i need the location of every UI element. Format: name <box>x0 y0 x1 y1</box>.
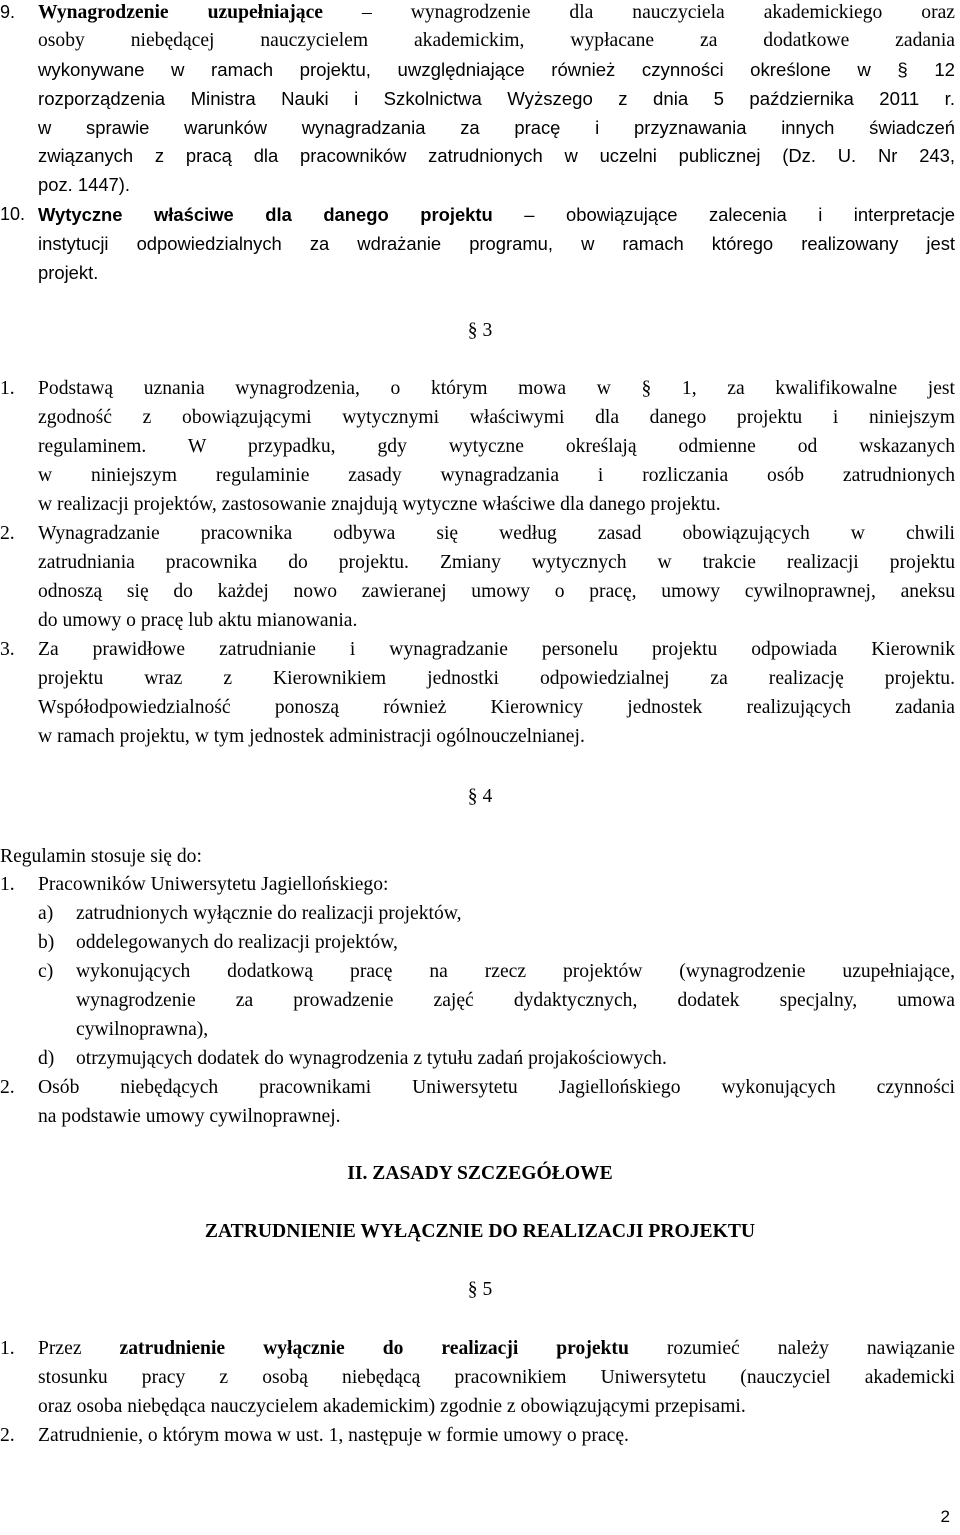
section-mark: § 5 <box>467 1279 493 1300</box>
item-number: 2. <box>0 523 15 544</box>
defined-term: Wynagrodzenie uzupełniające <box>38 2 323 23</box>
subitem-d <box>38 1044 955 1073</box>
item-line: regulaminem. W przypadku, gdy wytyczne określają odmienne od wskazanych <box>38 436 955 457</box>
item-line: poz. 1447). <box>38 174 131 195</box>
section-4-item-1 <box>0 870 955 1080</box>
item-line: w ramach projektu, w tym jednostek administracji ogólnouczelnianej. <box>38 726 585 747</box>
subitem-letter: d) <box>38 1048 55 1069</box>
definition-item-9 <box>0 0 955 200</box>
item-line: Zatrudnienie, o którym mowa w ust. 1, następuje w formie umowy o pracę. <box>38 1425 629 1446</box>
subitem-a <box>38 899 955 928</box>
item-line: zatrudniania pracownika do projektu. Zmiany wytycznych w trakcie realizacji projektu <box>38 552 955 573</box>
item-line: Przez zatrudnienie wyłącznie do realizacji projektu rozumieć należy nawiązanie <box>38 1338 955 1359</box>
item-line: stosunku pracy z osobą niebędącą pracownikiem Uniwersytetu (nauczyciel akademicki <box>38 1367 955 1388</box>
subitem-line: wynagrodzenie za prowadzenie zajęć dydaktycznych, dodatek specjalny, umowa <box>76 990 955 1011</box>
section-intro: Regulamin stosuje się do: <box>0 846 202 867</box>
section-3-item-1 <box>0 374 955 524</box>
item-line: projekt. <box>38 262 99 283</box>
item-line: odnoszą się do każdej nowo zawieranej umowy o pracę, umowy cywilnoprawnej, aneksu <box>38 581 955 602</box>
subitem-line: otrzymujących dodatek do wynagrodzenia z tytułu zadań projakościowych. <box>76 1048 667 1069</box>
chapter-heading: ZATRUDNIENIE WYŁĄCZNIE DO REALIZACJI PROJEKTU <box>204 1221 756 1242</box>
item-line: wykonywane w ramach projektu, uwzględniające również czynności określone w § 12 <box>38 59 955 80</box>
item-line: Wynagradzanie pracownika odbywa się według zasad obowiązujących w chwili <box>38 523 955 544</box>
section-4-item-2 <box>0 1073 955 1133</box>
item-line: oraz osoba niebędąca nauczycielem akademickim) zgodnie z obowiązującymi przepisami. <box>38 1396 746 1417</box>
item-number: 3. <box>0 639 15 660</box>
section-mark: § 4 <box>467 786 493 807</box>
subitem-letter: c) <box>38 961 54 982</box>
item-number: 2. <box>0 1077 15 1098</box>
item-line: osoby niebędącej nauczycielem akademickim, wypłacane za dodatkowe zadania <box>38 30 955 51</box>
item-number: 1. <box>0 378 15 399</box>
item-number: 9. <box>0 2 16 22</box>
item-line: projektu wraz z Kierownikiem jednostki odpowiedzialnej za realizację projektu. <box>38 668 955 689</box>
item-line: rozporządzenia Ministra Nauki i Szkolnictwa Wyższego z dnia 5 października 2011 r. <box>38 88 955 109</box>
section-3-item-2 <box>0 519 955 639</box>
subitem-line: wykonujących dodatkową pracę na rzecz projektów (wynagrodzenie uzupełniające, <box>76 961 955 982</box>
item-line: Wynagrodzenie uzupełniające – wynagrodzenie dla nauczyciela akademickiego oraz <box>38 2 956 23</box>
section-3-item-3 <box>0 635 955 755</box>
item-line: Podstawą uznania wynagrodzenia, o którym mowa w § 1, za kwalifikowalne jest <box>38 378 955 399</box>
page-number: 2 <box>940 1507 950 1526</box>
section-5-item-2 <box>0 1421 955 1451</box>
item-number: 1. <box>0 874 15 895</box>
section-5-item-1 <box>0 1334 955 1424</box>
subitem-line: cywilnoprawna), <box>76 1019 209 1040</box>
defined-term: zatrudnienie wyłącznie do realizacji projektu <box>119 1338 629 1359</box>
item-line: w niniejszym regulaminie zasady wynagradzania i rozliczania osób zatrudnionych <box>38 465 955 486</box>
subitem-c <box>38 957 955 1047</box>
item-number: 1. <box>0 1338 15 1359</box>
item-line: Pracowników Uniwersytetu Jagiellońskiego: <box>38 874 389 895</box>
item-line: na podstawie umowy cywilnoprawnej. <box>38 1106 341 1127</box>
item-line: instytucji odpowiedzialnych za wdrażanie programu, w ramach którego realizowany jest <box>38 233 955 254</box>
definition-item-10 <box>0 200 955 290</box>
subitem-line: zatrudnionych wyłącznie do realizacji projektów, <box>76 903 462 924</box>
item-line: w sprawie warunków wynagradzania za pracę i przyznawania innych świadczeń <box>38 117 955 138</box>
item-line: Wytyczne właściwe dla danego projektu – obowiązujące zalecenia i interpretacje <box>38 204 955 225</box>
subitem-b <box>38 928 955 957</box>
item-line: zgodność z obowiązującymi wytycznymi właściwymi dla danego projektu i niniejszym <box>38 407 955 428</box>
subitem-letter: b) <box>38 932 55 953</box>
item-line: do umowy o pracę lub aktu mianowania. <box>38 610 358 631</box>
item-line: w realizacji projektów, zastosowanie znajdują wytyczne właściwe dla danego projektu. <box>38 494 721 515</box>
item-line: związanych z pracą dla pracowników zatrudnionych w uczelni publicznej (Dz. U. Nr 243, <box>38 145 955 166</box>
item-line: Współodpowiedzialność ponoszą również Kierownicy jednostek realizujących zadania <box>38 697 955 718</box>
part-heading: II. ZASADY SZCZEGÓŁOWE <box>347 1163 613 1184</box>
subitem-letter: a) <box>38 903 54 924</box>
item-line: Za prawidłowe zatrudnianie i wynagradzanie personelu projektu odpowiada Kierownik <box>38 639 955 660</box>
item-number: 10. <box>0 204 26 224</box>
subitem-line: oddelegowanych do realizacji projektów, <box>76 932 398 953</box>
item-number: 2. <box>0 1425 15 1446</box>
section-mark: § 3 <box>467 320 493 341</box>
item-line: Osób niebędących pracownikami Uniwersytetu Jagiellońskiego wykonujących czynności <box>38 1077 955 1098</box>
defined-term: Wytyczne właściwe dla danego projektu <box>38 204 493 225</box>
